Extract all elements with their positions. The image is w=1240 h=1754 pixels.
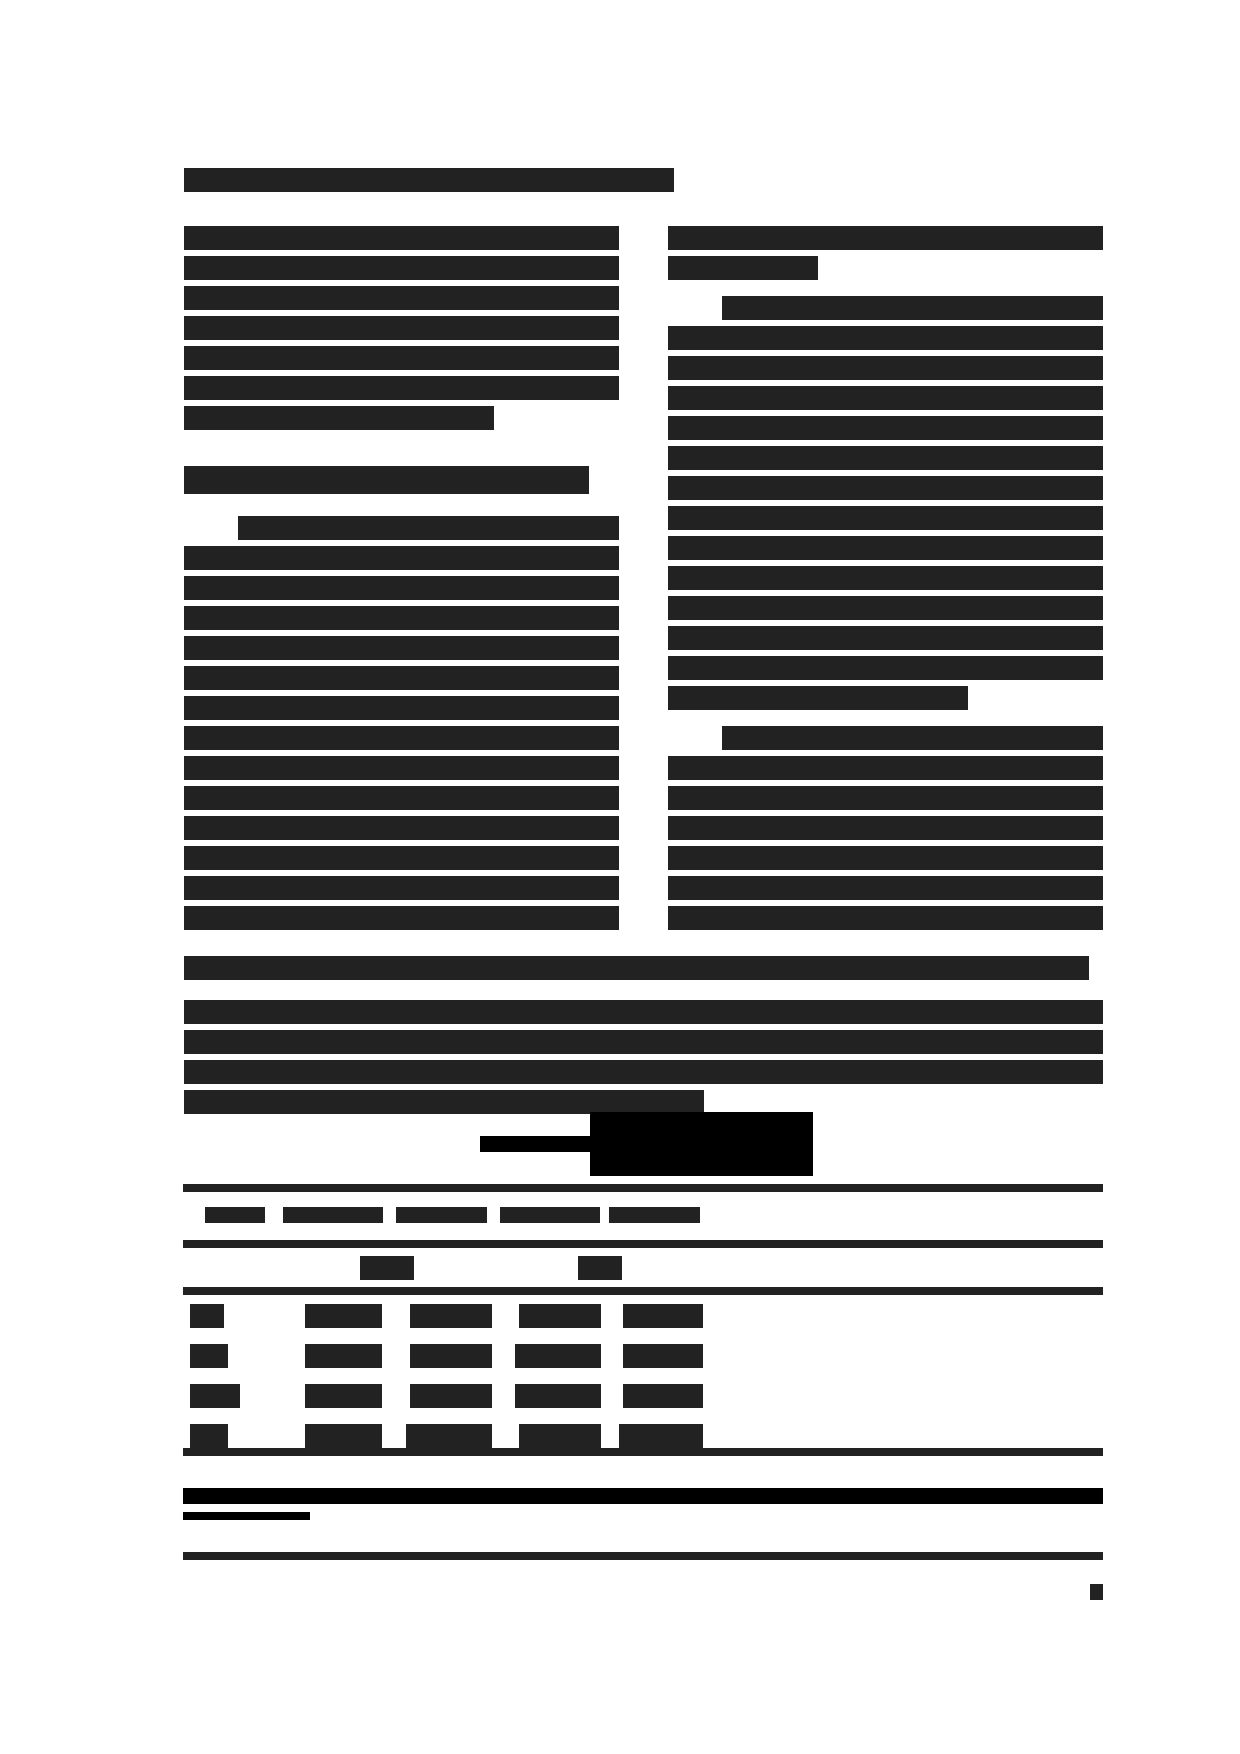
text-line <box>184 636 619 660</box>
text-line <box>668 416 1103 440</box>
table-cell <box>410 1344 492 1368</box>
table-cell <box>623 1384 703 1408</box>
table-cell <box>305 1304 382 1328</box>
table-top-rule <box>183 1184 1103 1192</box>
text-line <box>184 1030 1103 1054</box>
text-line <box>184 376 619 400</box>
footer-rule <box>183 1552 1103 1560</box>
text-line <box>668 476 1103 500</box>
table-header-cell <box>283 1207 383 1223</box>
text-line <box>184 1000 1103 1024</box>
text-line <box>184 816 619 840</box>
text-line <box>184 876 619 900</box>
table-note-line <box>183 1512 310 1520</box>
text-line <box>184 406 494 430</box>
table-cell <box>623 1344 703 1368</box>
table-cell <box>305 1384 382 1408</box>
table-bottom-rule <box>183 1448 1103 1456</box>
text-line <box>668 756 1103 780</box>
text-line <box>184 606 619 630</box>
text-line <box>668 686 968 710</box>
text-line <box>722 726 1103 750</box>
text-line <box>184 846 619 870</box>
table-row-label <box>190 1384 240 1408</box>
table-row-label <box>190 1424 228 1448</box>
text-line <box>184 1060 1103 1084</box>
table-header-cell <box>205 1207 265 1223</box>
text-line <box>668 356 1103 380</box>
text-line <box>668 326 1103 350</box>
text-line <box>184 726 619 750</box>
table-header-cell <box>609 1207 700 1223</box>
section-heading <box>184 466 589 494</box>
table-cell <box>515 1344 601 1368</box>
text-line <box>184 316 619 340</box>
table-header-cell <box>396 1207 487 1223</box>
table-group-rule <box>183 1287 1103 1295</box>
text-line <box>668 536 1103 560</box>
text-line <box>668 846 1103 870</box>
text-line <box>668 876 1103 900</box>
text-line <box>184 226 619 250</box>
running-header <box>184 168 674 192</box>
table-cell <box>305 1424 382 1448</box>
text-line <box>184 666 619 690</box>
table-cell <box>515 1384 601 1408</box>
text-line <box>668 256 818 280</box>
text-line <box>184 756 619 780</box>
table-row-label <box>190 1304 224 1328</box>
table-header-rule <box>183 1240 1103 1248</box>
text-line <box>184 576 619 600</box>
text-line <box>184 346 619 370</box>
text-line <box>184 1090 704 1114</box>
text-line <box>668 626 1103 650</box>
table-group-label <box>578 1256 622 1280</box>
table-cell <box>519 1304 601 1328</box>
text-line <box>184 256 619 280</box>
table-cell <box>519 1424 601 1448</box>
table-cell <box>305 1344 382 1368</box>
table-note-line <box>183 1488 1103 1504</box>
text-line <box>668 446 1103 470</box>
text-line <box>184 786 619 810</box>
table-cell <box>410 1304 492 1328</box>
text-line <box>722 296 1103 320</box>
text-line <box>668 786 1103 810</box>
text-line <box>668 506 1103 530</box>
text-line <box>668 656 1103 680</box>
table-cell <box>623 1304 703 1328</box>
page-number <box>1090 1584 1103 1600</box>
text-line <box>668 386 1103 410</box>
text-line <box>668 906 1103 930</box>
text-line <box>668 596 1103 620</box>
text-line <box>184 546 619 570</box>
text-line <box>184 906 619 930</box>
table-cell <box>619 1424 703 1448</box>
text-line <box>184 696 619 720</box>
text-line <box>668 816 1103 840</box>
table-header-cell <box>500 1207 600 1223</box>
table-row-label <box>190 1344 228 1368</box>
table-group-label <box>360 1256 414 1280</box>
text-line <box>668 566 1103 590</box>
full-width-heading <box>184 956 1089 980</box>
text-line <box>238 516 619 540</box>
text-line <box>668 226 1103 250</box>
table-cell <box>406 1424 492 1448</box>
text-line <box>184 286 619 310</box>
table-cell <box>410 1384 492 1408</box>
